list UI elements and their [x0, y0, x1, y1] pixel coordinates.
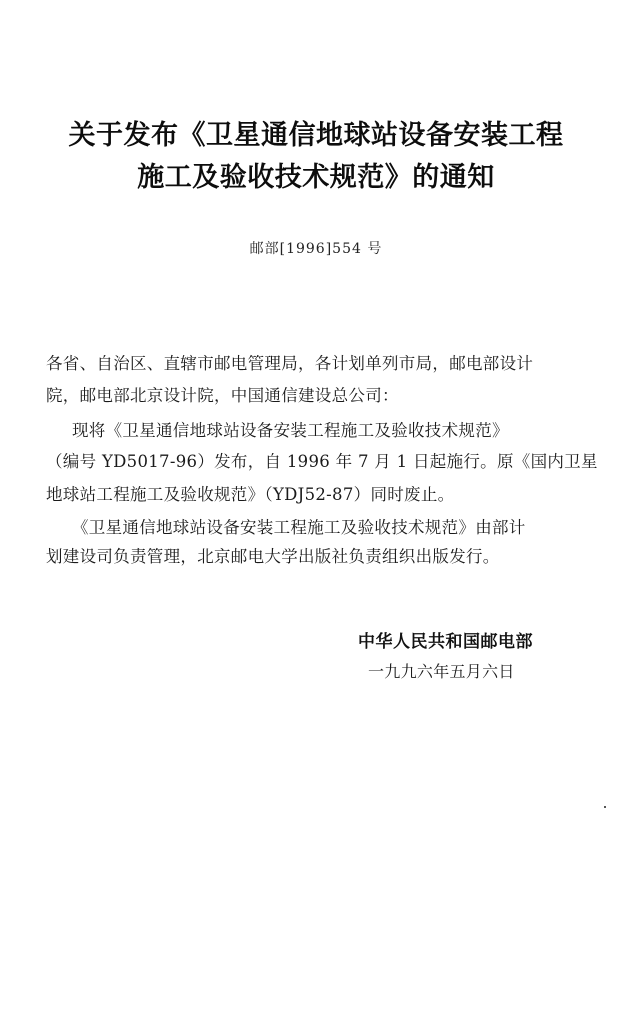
signature-organization: 中华人民共和国邮电部: [358, 632, 533, 652]
body-line-2: 院，邮电部北京设计院，中国通信建设总公司：: [46, 386, 399, 405]
document-title-line-2: 施工及验收技术规范》的通知: [137, 162, 495, 193]
body-line-3: 现将《卫星通信地球站设备安装工程施工及验收技术规范》: [72, 421, 509, 440]
document-number: 邮部[1996]554 号: [249, 241, 383, 257]
body-line-1: 各省、自治区、直辖市邮电管理局，各计划单列市局，邮电部设计: [46, 354, 534, 373]
body-line-5: 地球站工程施工及验收规范》（YDJ52-87）同时废止。: [46, 485, 455, 504]
signature-date: 一九九六年五月六日: [368, 662, 515, 681]
scan-speck: [604, 806, 606, 808]
body-line-7: 划建设司负责管理，北京邮电大学出版社负责组织出版发行。: [46, 547, 500, 566]
body-line-4: （编号 YD5017-96）发布，自 1996 年 7 月 1 日起施行。原《国内卫星: [46, 452, 598, 471]
document-title-line-1: 关于发布《卫星通信地球站设备安装工程: [68, 120, 564, 151]
body-line-6: 《卫星通信地球站设备安装工程施工及验收技术规范》由部计: [72, 518, 526, 537]
